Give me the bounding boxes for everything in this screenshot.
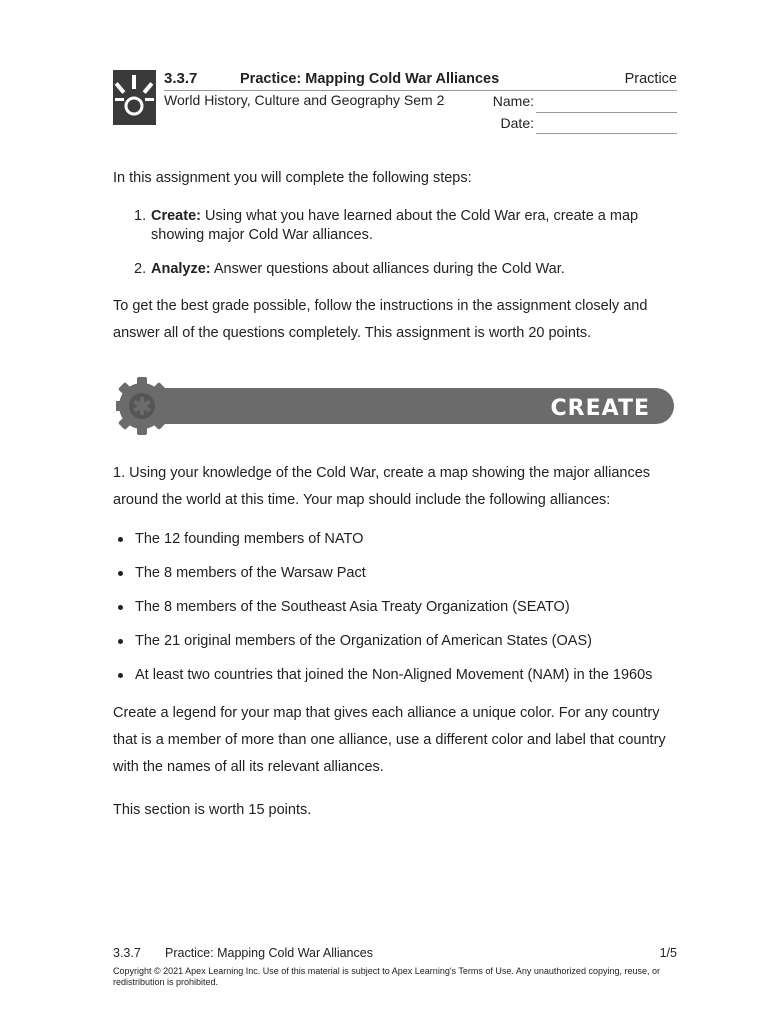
apex-logo-icon <box>113 70 156 125</box>
step-text: Answer questions about alliances during the Cold War. <box>210 261 565 277</box>
gear-icon <box>116 377 171 435</box>
lesson-title: Practice: Mapping Cold War Alliances <box>240 71 500 87</box>
step-label: Create: <box>151 208 201 224</box>
step-number: 1. <box>134 208 147 224</box>
list-item: The 12 founding members of NATO <box>118 530 678 549</box>
points-text: This section is worth 15 points. <box>113 802 312 818</box>
activity-type: Practice <box>624 71 677 87</box>
list-item: At least two countries that joined the Non-Aligned Movement (NAM) in the 1960s <box>118 666 678 685</box>
question-text: 1. Using your knowledge of the Cold War, create a map showing the major alliances around the world at this time. Your map should include the following alliances: <box>113 465 651 508</box>
date-field[interactable] <box>536 132 677 134</box>
step-item <box>134 207 664 245</box>
course-title: World History, Culture and Geography Sem 2 <box>164 92 445 108</box>
copyright-notice: Copyright © 2021 Apex Learning Inc. Use of this material is subject to Apex Learning's Terms of Use. Any unauthorized copying, reuse, or redistribution is prohibited. <box>113 966 660 987</box>
header-divider <box>164 90 677 91</box>
page-number: 1/5 <box>659 946 677 960</box>
footer-lesson-number: 3.3.7 <box>113 946 141 960</box>
date-label: Date: <box>500 115 534 131</box>
step-text: Using what you have learned about the Cold War era, create a map showing major Cold War alliances. <box>151 208 639 243</box>
footer-lesson-title: Practice: Mapping Cold War Alliances <box>165 946 373 960</box>
grading-text: To get the best grade possible, follow the instructions in the assignment closely and answer all of the questions completely. This assignment is worth 20 points. <box>113 298 648 341</box>
step-label: Analyze: <box>151 261 211 277</box>
list-item: The 8 members of the Warsaw Pact <box>118 564 678 583</box>
step-number: 2. <box>134 261 147 277</box>
intro-text: In this assignment you will complete the following steps: <box>113 170 472 186</box>
list-item: The 21 original members of the Organization of American States (OAS) <box>118 632 678 651</box>
banner-label: CREATE <box>550 396 650 421</box>
create-section-banner <box>116 377 676 435</box>
list-item: The 8 members of the Southeast Asia Treaty Organization (SEATO) <box>118 598 678 617</box>
name-label: Name: <box>492 93 534 109</box>
legend-instructions: Create a legend for your map that gives each alliance a unique color. For any country that is a member of more than one alliance, use a different color and label that country with the names of all its relevant alliances. <box>113 705 666 775</box>
step-item <box>134 260 664 279</box>
lesson-number: 3.3.7 <box>164 70 198 87</box>
name-field[interactable] <box>536 111 677 113</box>
